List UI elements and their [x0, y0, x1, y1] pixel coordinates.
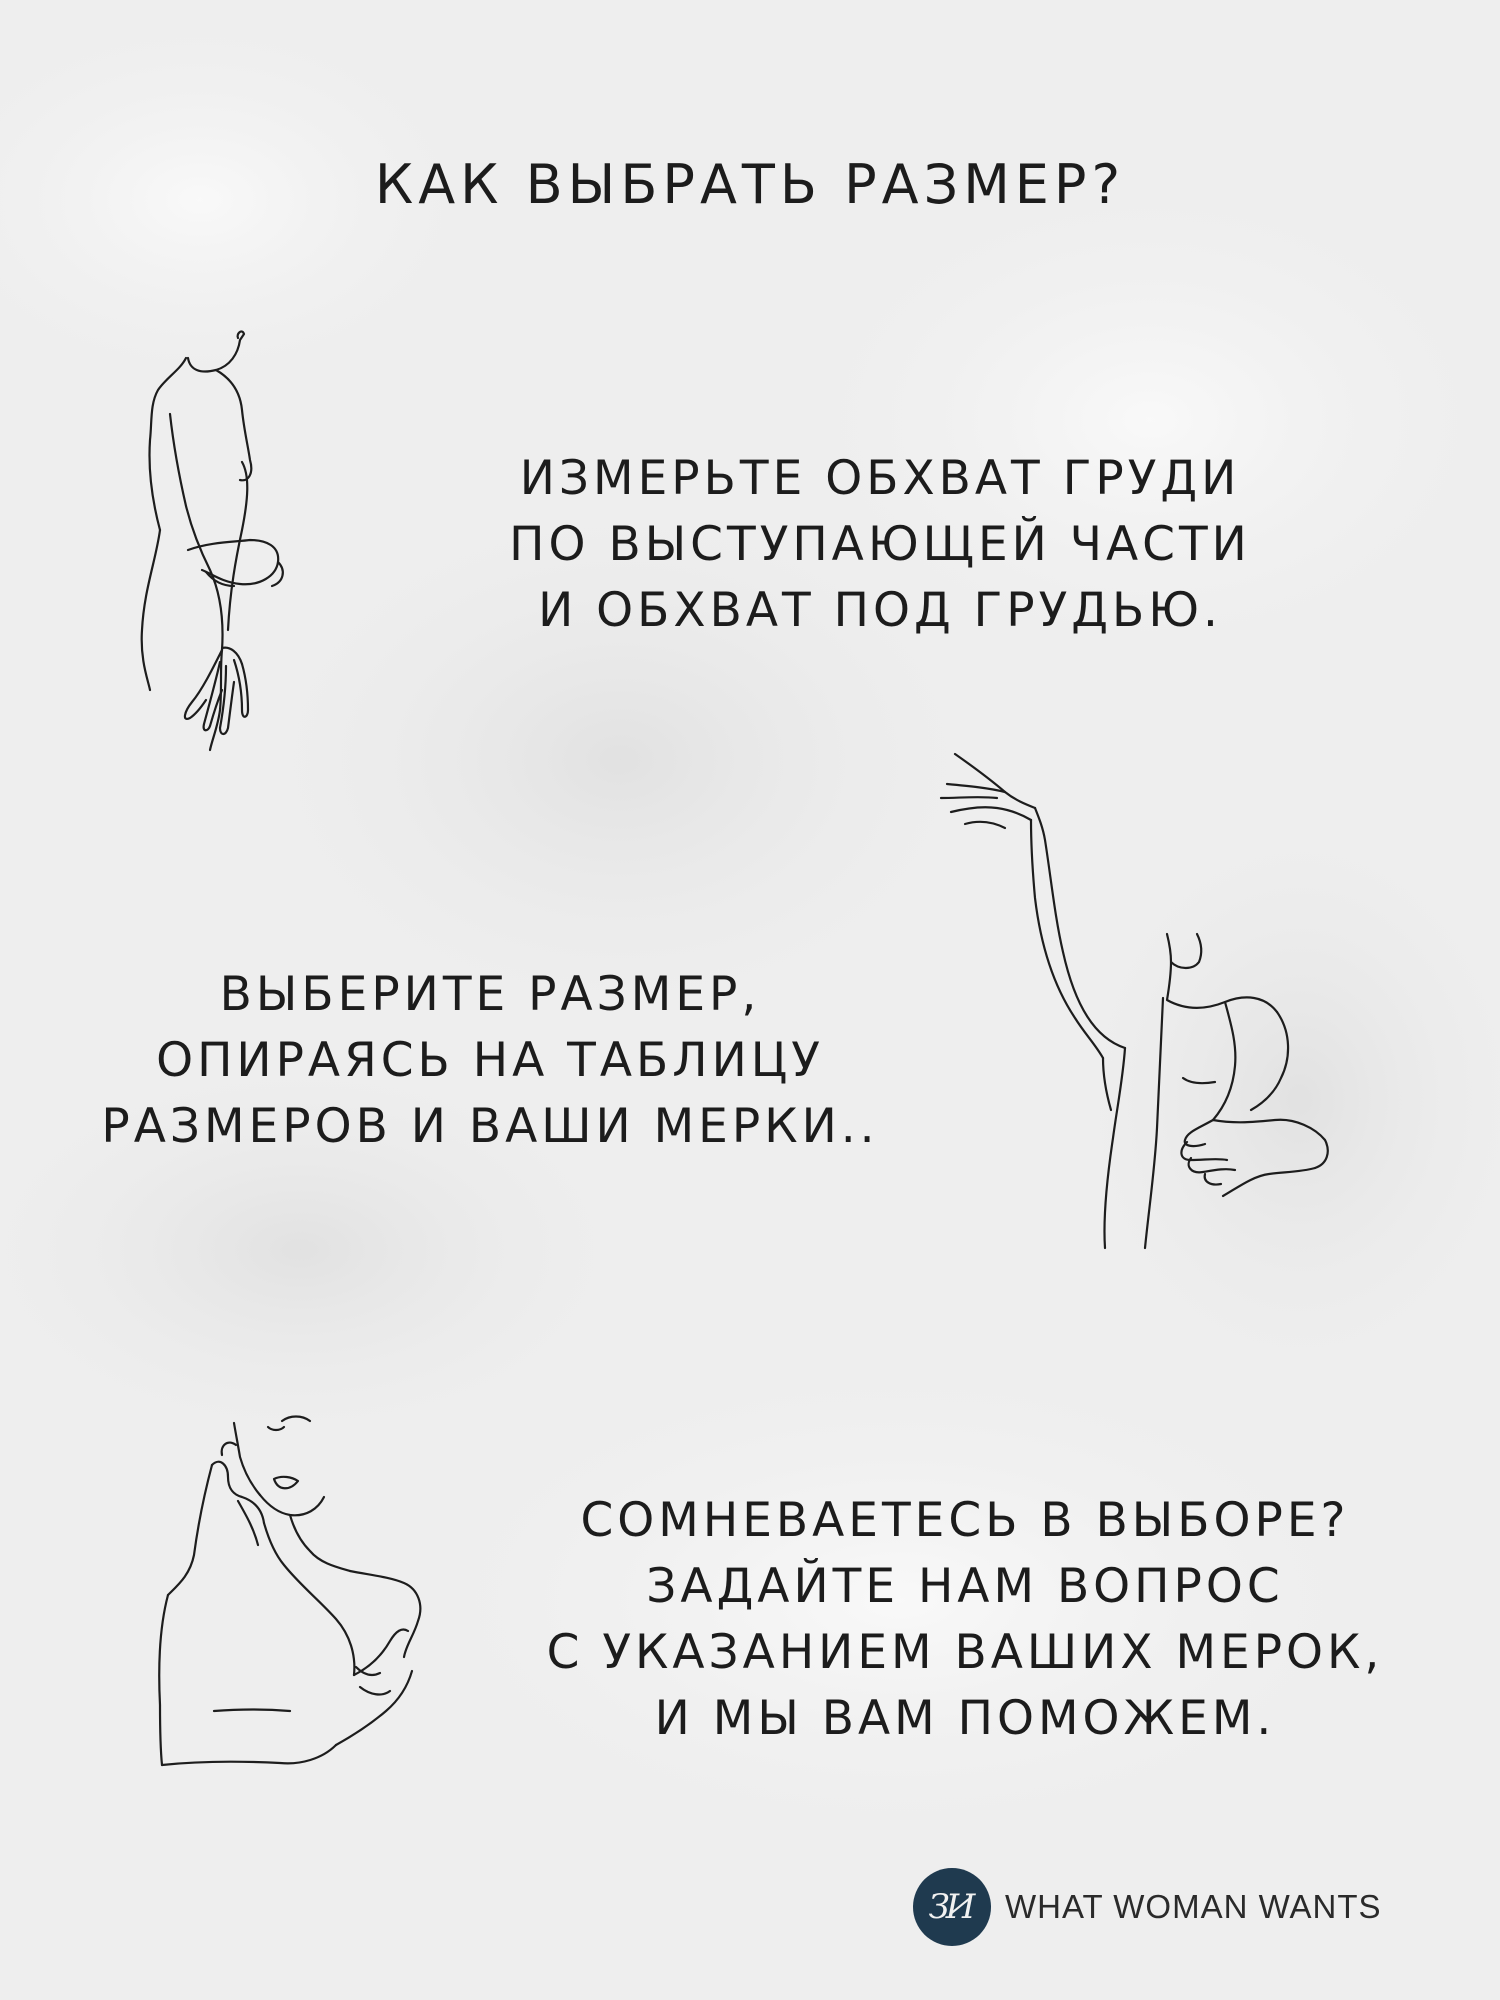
- step-2-line: ВЫБЕРИТЕ РАЗМЕР,: [219, 967, 761, 1022]
- brand-monogram: ЗИ: [928, 1887, 972, 1927]
- step-2-line: ОПИРАЯСЬ НА ТАБЛИЦУ: [156, 1033, 824, 1088]
- brand-logo: [913, 1865, 1382, 1949]
- step-2-line: РАЗМЕРОВ И ВАШИ МЕРКИ..: [101, 1099, 879, 1154]
- page-title: КАК ВЫБРАТЬ РАЗМЕР?: [374, 153, 1126, 216]
- step-3-line: И МЫ ВАМ ПОМОЖЕМ.: [654, 1691, 1276, 1746]
- step-1-line: И ОБХВАТ ПОД ГРУДЬЮ.: [538, 583, 1222, 638]
- step-1-text: [430, 446, 1330, 644]
- step-2-text: [100, 962, 880, 1160]
- brand-monogram-badge: [913, 1868, 991, 1946]
- step-3-line: ЗАДАЙТЕ НАМ ВОПРОС: [646, 1559, 1284, 1614]
- step-3-line: С УКАЗАНИЕМ ВАШИХ МЕРОК,: [546, 1625, 1384, 1680]
- brand-name: WHAT WOMAN WANTS: [1005, 1888, 1382, 1925]
- woman-torso-illustration: [130, 330, 300, 760]
- woman-face-illustration: [150, 1405, 430, 1805]
- woman-raised-arm-illustration: [935, 748, 1355, 1258]
- step-1-line: ИЗМЕРЬТЕ ОБХВАТ ГРУДИ: [519, 451, 1241, 506]
- step-3-line: СОМНЕВАЕТЕСЬ В ВЫБОРЕ?: [580, 1493, 1350, 1548]
- step-3-text: [470, 1488, 1460, 1752]
- step-1-line: ПО ВЫСТУПАЮЩЕЙ ЧАСТИ: [509, 517, 1251, 572]
